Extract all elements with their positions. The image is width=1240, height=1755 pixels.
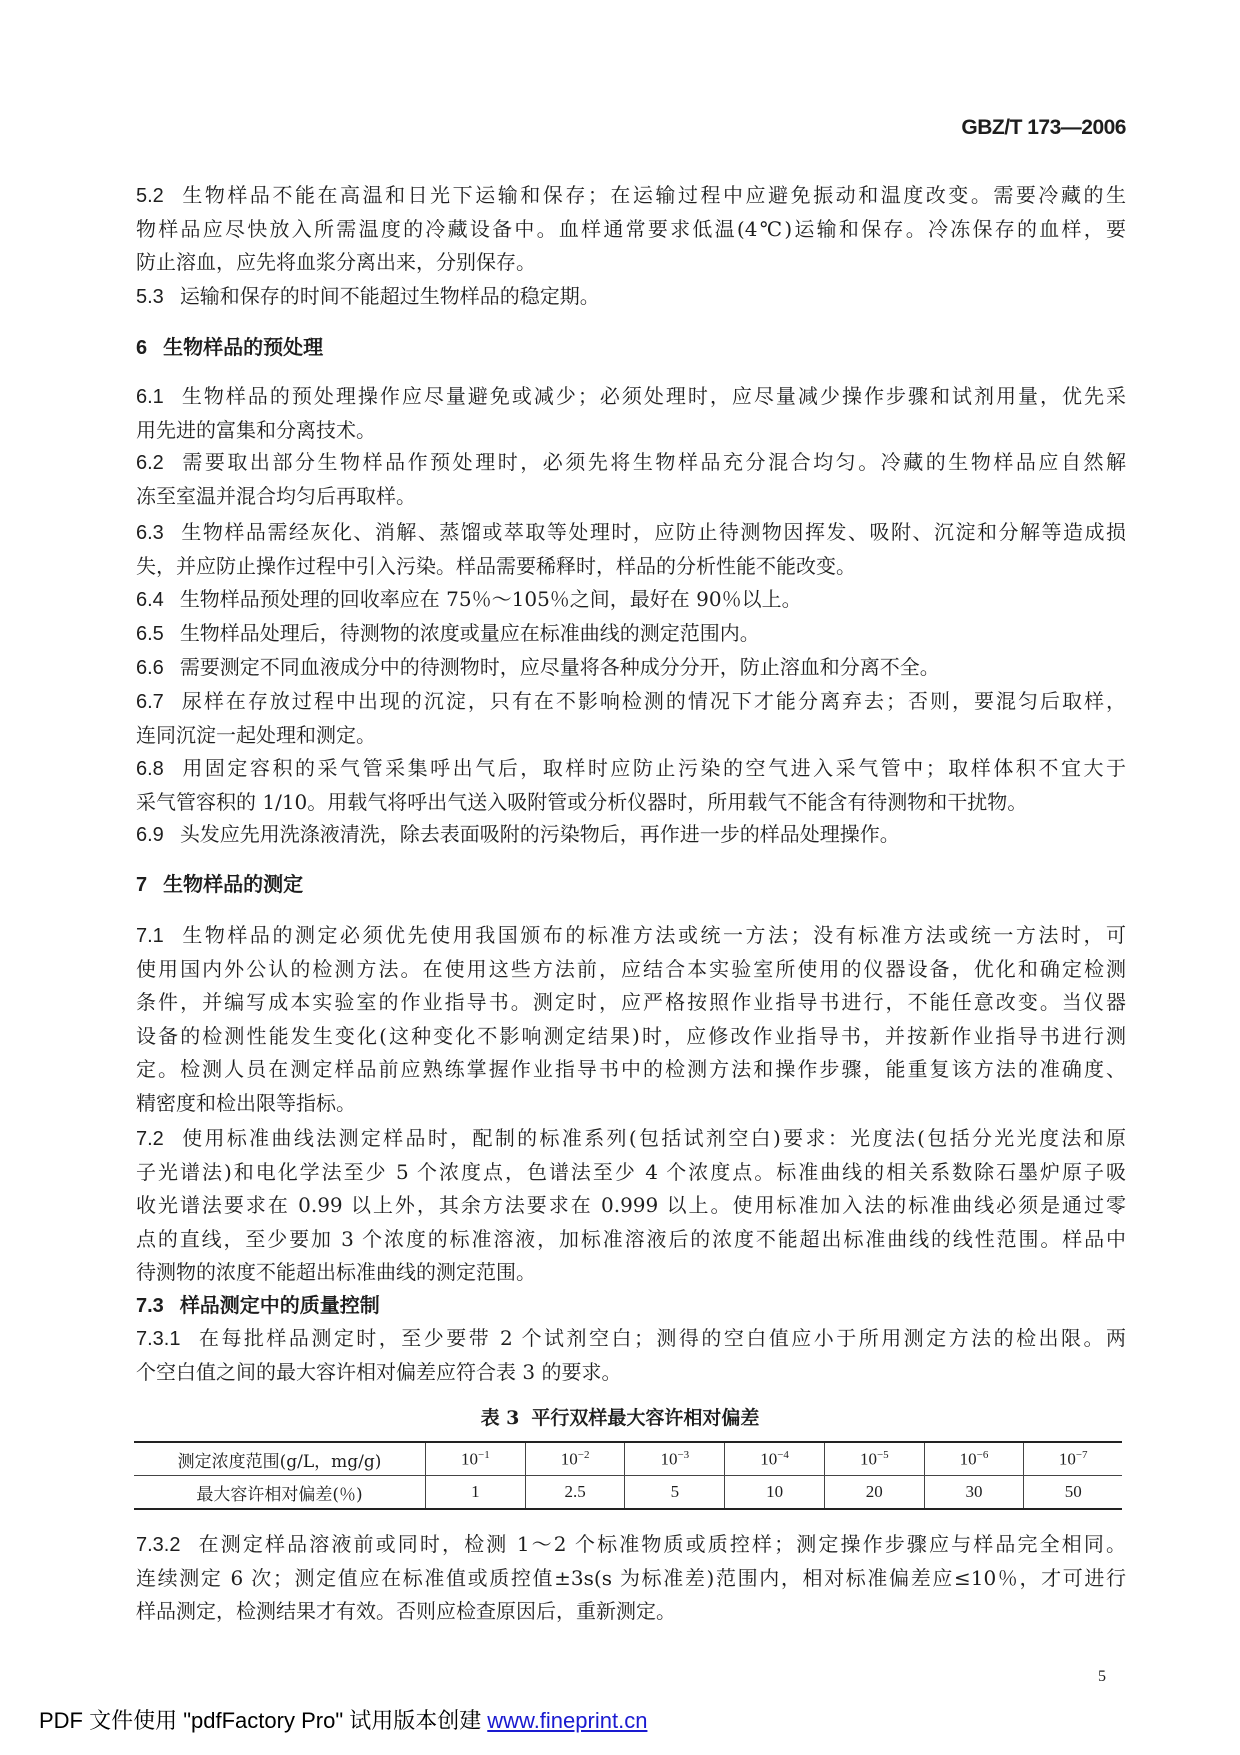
text-line [136, 919, 1126, 953]
clause-number: 7.1 [136, 925, 164, 947]
clause-paragraph [136, 1528, 1126, 1629]
exponent-base: 10 [660, 1449, 678, 1469]
concentration-cell [924, 1442, 1024, 1476]
concentration-cell [824, 1442, 924, 1476]
clause-number: 7.3.1 [136, 1328, 181, 1350]
clause-number: 6.4 [136, 589, 164, 611]
line-text: 使用标准曲线法测定样品时，配制的标准系列(包括试剂空白)要求：光度法(包括分光光度法和原 [179, 1126, 1126, 1150]
deviation-cell: 5 [625, 1476, 725, 1510]
clause-paragraph [136, 380, 1126, 447]
text-line [136, 480, 1126, 514]
line-text: 失，并应防止操作过程中引入污染。样品需要稀释时，样品的分析性能不能改变。 [136, 553, 856, 578]
text-line [136, 516, 1126, 550]
text-line [136, 685, 1126, 719]
clause-number: 6.6 [136, 657, 164, 679]
table-caption [0, 1403, 1240, 1430]
line-text: 收光谱法要求在 0.99 以上外，其余方法要求在 0.999 以上。使用标准加入法的标准曲线必须是通过零 [136, 1193, 1126, 1217]
deviation-cell: 10 [725, 1476, 825, 1510]
concentration-cell [426, 1442, 526, 1476]
text-line [136, 617, 1126, 651]
text-line [136, 986, 1126, 1020]
section-heading [136, 868, 1126, 902]
line-text: 定。检测人员在测定样品前应熟练掌握作业指导书中的检测方法和操作步骤，能重复该方法的准确度、 [136, 1057, 1126, 1081]
line-text: 生物样品不能在高温和日光下运输和保存；在运输过程中应避免振动和温度改变。需要冷藏的生 [179, 183, 1126, 207]
line-text: 生物样品需经灰化、消解、蒸馏或萃取等处理时，应防止待测物因挥发、吸附、沉淀和分解等造成损 [179, 520, 1126, 544]
page-number: 5 [1098, 1668, 1106, 1685]
deviation-cell: 20 [824, 1476, 924, 1510]
line-text: 待测物的浓度不能超出标准曲线的测定范围。 [136, 1260, 536, 1284]
clause-paragraph [136, 818, 1126, 852]
line-text: 精密度和检出限等指标。 [136, 1090, 356, 1115]
clause-number: 6.5 [136, 623, 164, 645]
text-line [136, 1223, 1126, 1257]
text-line [136, 1156, 1126, 1190]
exponent: −3 [677, 1448, 690, 1461]
line-text: 在每批样品测定时，至少要带 2 个试剂空白；测得的空白值应小于所用测定方法的检出限。两 [196, 1326, 1126, 1350]
text-line [136, 752, 1126, 786]
exponent: −5 [876, 1448, 889, 1461]
line-text: 尿样在存放过程中出现的沉淀，只有在不影响检测的情况下才能分离弃去；否则，要混匀后取样， [179, 689, 1126, 713]
clause-paragraph [136, 446, 1126, 513]
pdf-footer [39, 1704, 647, 1735]
exponent: −1 [478, 1448, 490, 1461]
text-line [136, 331, 1126, 365]
text-line [136, 179, 1126, 213]
line-text: 用固定容积的采气管采集呼出气后，取样时应防止污染的空气进入采气管中；取样体积不宜大于 [179, 756, 1126, 780]
line-text: 点的直线，至少要加 3 个浓度的标准溶液，加标准溶液后的浓度不能超出标准曲线的线性范围。样品中 [136, 1226, 1126, 1251]
concentration-cell [1024, 1442, 1122, 1476]
text-line [136, 380, 1126, 414]
exponent: −6 [976, 1448, 989, 1461]
clause-number: 5.2 [136, 185, 164, 207]
exponent-base: 10 [959, 1449, 977, 1469]
clause-paragraph [136, 1122, 1126, 1290]
deviation-cell: 50 [1024, 1476, 1122, 1510]
table-caption-label: 表 3 [480, 1407, 520, 1429]
line-text: 生物样品的测定 [163, 872, 304, 896]
exponent-base: 10 [461, 1449, 478, 1469]
deviation-cell: 30 [924, 1476, 1024, 1510]
concentration-cell [525, 1442, 625, 1476]
line-text: 冻至室温并混合均匀后再取样。 [136, 483, 416, 508]
text-line [136, 1289, 1126, 1323]
deviation-cell: 1 [426, 1476, 526, 1510]
deviation-cell: 2.5 [525, 1476, 625, 1510]
text-line [136, 818, 1126, 852]
line-text: 生物样品处理后，待测物的浓度或量应在标准曲线的测定范围内。 [179, 621, 760, 645]
clause-paragraph [136, 280, 1126, 314]
row-header-deviation: 最大容许相对偏差(％) [196, 1484, 363, 1505]
text-line [136, 1356, 1126, 1390]
text-line [136, 868, 1126, 902]
line-text: 条件，并编写成本实验室的作业指导书。测定时，应严格按照作业指导书进行，不能任意改变。当仪器 [136, 990, 1126, 1014]
text-line [136, 1528, 1126, 1562]
section-heading [136, 1289, 1126, 1323]
clause-paragraph [136, 516, 1126, 583]
clause-paragraph [136, 919, 1126, 1120]
line-text: 运输和保存的时间不能超过生物样品的稳定期。 [179, 284, 600, 308]
text-line [136, 953, 1126, 987]
line-text: 采气管容积的 1/10。用载气将呼出气送入吸附管或分析仪器时，所用载气不能含有待测物和干扰物。 [136, 789, 1028, 814]
exponent-base: 10 [760, 1449, 778, 1469]
text-line [136, 786, 1126, 820]
line-text: 生物样品的测定必须优先使用我国颁布的标准方法或统一方法；没有标准方法或统一方法时，可 [179, 923, 1126, 947]
exponent-base: 10 [1058, 1449, 1076, 1469]
clause-paragraph [136, 583, 1126, 617]
clause-number: 7.2 [136, 1128, 164, 1150]
line-text: 样品测定中的质量控制 [179, 1293, 380, 1317]
text-line [136, 1595, 1126, 1629]
clause-number: 6.3 [136, 522, 164, 544]
text-line [136, 246, 1126, 280]
clause-number: 6.9 [136, 824, 164, 846]
line-text: 用先进的富集和分离技术。 [136, 417, 376, 442]
table-row [134, 1476, 1122, 1510]
footer-link[interactable]: www.fineprint.cn [487, 1708, 648, 1733]
text-line [136, 1053, 1126, 1087]
line-text: 生物样品预处理的回收率应在 75％～105％之间，最好在 90％以上。 [179, 587, 802, 611]
row-header-concentration: 测定浓度范围(g/L，mg/g) [134, 1442, 426, 1476]
clause-number: 7 [136, 874, 148, 896]
text-line [136, 719, 1126, 753]
deviation-table [134, 1441, 1122, 1510]
text-line [136, 1122, 1126, 1156]
concentration-cell [725, 1442, 825, 1476]
table-row [134, 1442, 1122, 1476]
clause-number: 6.8 [136, 758, 164, 780]
text-line [136, 213, 1126, 247]
line-text: 需要取出部分生物样品作预处理时，必须先将生物样品充分混合均匀。冷藏的生物样品应自然解 [179, 450, 1126, 474]
exponent: −2 [577, 1448, 590, 1461]
line-text: 连同沉淀一起处理和测定。 [136, 722, 376, 747]
exponent: −4 [777, 1448, 789, 1461]
line-text: 生物样品的预处理操作应尽量避免或减少；必须处理时，应尽量减少操作步骤和试剂用量，优先采 [179, 384, 1126, 408]
line-text: 头发应先用洗涤液清洗，除去表面吸附的污染物后，再作进一步的样品处理操作。 [179, 822, 900, 846]
clause-paragraph [136, 1322, 1126, 1389]
clause-number: 6 [136, 337, 148, 359]
text-line [136, 280, 1126, 314]
line-text: 设备的检测性能发生变化(这种变化不影响测定结果)时，应修改作业指导书，并按新作业指导书进行测 [136, 1023, 1126, 1048]
line-text: 生物样品的预处理 [163, 335, 324, 359]
clause-number: 6.2 [136, 452, 164, 474]
line-text: 需要测定不同血液成分中的待测物时，应尽量将各种成分分开，防止溶血和分离不全。 [179, 655, 940, 679]
text-line [136, 1189, 1126, 1223]
clause-paragraph [136, 752, 1126, 819]
text-line [136, 1562, 1126, 1596]
text-line [136, 1020, 1126, 1054]
line-text: 样品测定，检测结果才有效。否则应检查原因后，重新测定。 [136, 1599, 676, 1623]
clause-number: 6.1 [136, 386, 164, 408]
section-heading [136, 331, 1126, 365]
line-text: 子光谱法)和电化学法至少 5 个浓度点，色谱法至少 4 个浓度点。标准曲线的相关系数除石墨炉原子吸 [136, 1159, 1126, 1184]
standard-code-header: GBZ/T 173—2006 [961, 116, 1126, 139]
line-text: 物样品应尽快放入所需温度的冷藏设备中。血样通常要求低温(4℃)运输和保存。冷冻保存的血样，要 [136, 216, 1126, 241]
clause-number: 7.3 [136, 1295, 164, 1317]
line-text: 在测定样品溶液前或同时，检测 1～2 个标准物质或质控样；测定操作步骤应与样品完全相同。 [196, 1532, 1126, 1556]
clause-number: 7.3.2 [136, 1534, 181, 1556]
line-text: 防止溶血，应先将血浆分离出来，分别保存。 [136, 250, 536, 274]
clause-number: 6.7 [136, 691, 164, 713]
table-caption-title: 平行双样最大容许相对偏差 [531, 1407, 760, 1429]
concentration-cell [625, 1442, 725, 1476]
footer-text: PDF 文件使用 "pdfFactory Pro" 试用版本创建 [39, 1708, 482, 1733]
text-line [136, 550, 1126, 584]
text-line [136, 1322, 1126, 1356]
clause-paragraph [136, 651, 1126, 685]
line-text: 个空白值之间的最大容许相对偏差应符合表 3 的要求。 [136, 1359, 622, 1384]
clause-paragraph [136, 685, 1126, 752]
line-text: 连续测定 6 次；测定值应在标准值或质控值±3s(s 为标准差)范围内，相对标准偏差应≤10％，才可进行 [136, 1565, 1126, 1590]
clause-paragraph [136, 179, 1126, 280]
text-line [136, 1087, 1126, 1121]
text-line [136, 414, 1126, 448]
line-text: 使用国内外公认的检测方法。在使用这些方法前，应结合本实验室所使用的仪器设备，优化和确定检测 [136, 956, 1126, 981]
clause-paragraph [136, 617, 1126, 651]
text-line [136, 583, 1126, 617]
exponent: −7 [1075, 1448, 1088, 1461]
exponent-base: 10 [560, 1449, 578, 1469]
exponent-base: 10 [859, 1449, 877, 1469]
text-line [136, 1256, 1126, 1290]
text-line [136, 446, 1126, 480]
text-line [136, 651, 1126, 685]
clause-number: 5.3 [136, 286, 164, 308]
